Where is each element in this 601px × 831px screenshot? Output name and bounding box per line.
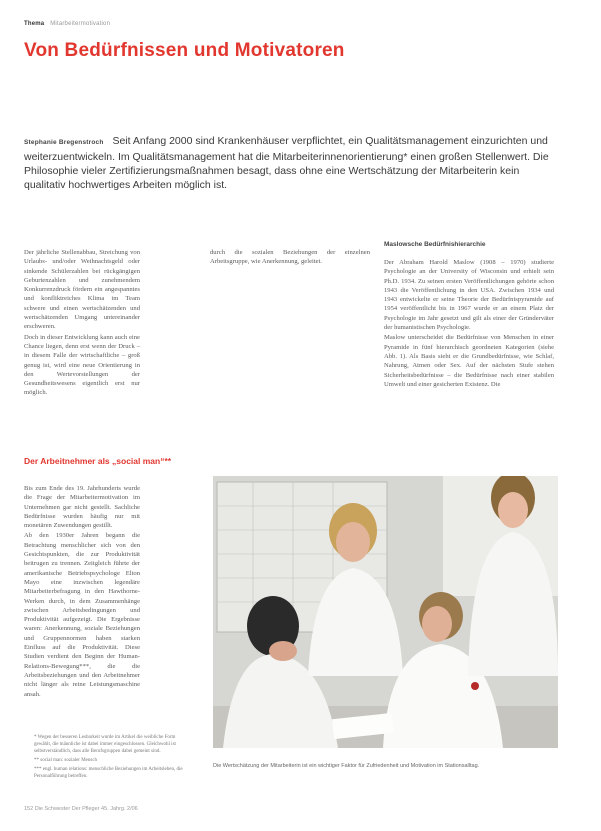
theme-label: Thema — [24, 21, 45, 27]
body-paragraph: Der Abraham Harold Maslow (1908 – 1970) studierte Psychologie an der University of Wisconsin und erhielt sein Ph.D. 1934. Zu seinen ersten Veröffentlichungen gehörte schon 1943 die Veröffentlichung in den USA. Zwischen 1934 und 1943 entwickelte er seine Theorie der Bedürfnispyramide auf 1954 veröffentlicht bis in 1967 wurde er an einem Platz der Psychologie im Jahr gesetzt und gilt als einer der Gründerväter der humanistischen Psychologie. — [384, 259, 554, 332]
body-paragraph: Ab den 1930er Jahren begann die Betrachtung menschlicher sich von den Gesichtspunkten, die zur Produktivität beitrugen zu trennen. Zeitgleich führte der amerikanische Betriebspsychologe Elton Mayo eine inzwischen legendäre Mitarbeiterbefragung in den Hawthorne-Werken durch, in dem Zusammenhänge zwischen Arbeitsbedingungen und Produktivität aufgezeigt. Die Ergebnisse waren: Anerkennung, soziale Beziehungen und Gruppennormen haben starken Einfluss auf die Produktivität. Diese Studien verdient den Beginn der Human-Relations-Bewegung***, die die Arbeitsbeziehungen und den Arbeitnehmer nicht länger als reine Leistungsmaschine ansah. — [24, 532, 140, 698]
body-paragraph: Bis zum Ende des 19. Jahrhunderts wurde die Frage der Mitarbeitermotivation im Unternehmen gar nicht gestellt. Sachliche Bedürfnisse wurden häufig nur mit monetären Zuwendungen gestillt. — [24, 485, 140, 530]
theme-line — [24, 21, 110, 27]
subhead-maslow: Maslowsche Bedürfnishierarchie — [384, 241, 486, 248]
footnotes — [34, 734, 184, 782]
footnote: ** social man: sozialer Mensch — [34, 758, 98, 763]
column-2 — [210, 248, 370, 268]
article-photo — [213, 476, 558, 748]
body-paragraph: Der jährliche Stellenabbau, Streichung von Urlaubs- und/oder Weihnachtsgeld oder sinkende Schülerzahlen bei rückgängigen Geburtenzahlen und zunehmendem Konkurrenzdruck fördern ein angespanntes und konfliktreiches Klima im Team schwere und einen wertschätzenden und wertschätzenden Umgang untereinander erschweren. — [24, 249, 140, 331]
lead-text: Seit Anfang 2000 sind Krankenhäuser verpflichtet, ein Qualitätsmanagement einzurichten und weiterzuentwickeln. Im Qualitätsmanagement hat die Mitarbeiterinnenorientierung* einen großen Stellenwert. Die Philosophie vieler Zertifizierungsmaßnahmen besagt, dass ohne eine Wertschätzung der Mitarbeiterin kein qualitativ hochwertiges Arbeiten möglich ist. — [24, 135, 549, 191]
theme-topic: Mitarbeitermotivation — [50, 21, 111, 27]
body-paragraph: Doch in dieser Entwicklung kann auch eine Chance liegen, denn erst wenn der Druck – in diesem Falle der wirtschaftliche – groß genug ist, wird eine neue Orientierung in den Wertevorstellungen der Gesundheitswesens eigentlich erst nur möglich. — [24, 333, 140, 397]
footnote: * Wegen der besseren Lesbarkeit wurde im Artikel die weibliche Form gewählt, die männliche ist dabei immer eingeschlossen. Gleichwohl ist selbstverständlich, dass alle Berufsgruppen dabei gemeint sind. — [34, 735, 176, 754]
lead-paragraph — [24, 134, 554, 192]
article-headline: Von Bedürfnissen und Motivatoren — [24, 40, 345, 61]
body-paragraph: Maslow unterscheidet die Bedürfnisse von Menschen in einer Pyramide in fünf hierarchisch geordneten Kategorien (siehe Abb. 1). Als Basis sieht er die Grundbedürfnisse, wie Schlaf, Nahrung, Atmen oder Sex. Auf der nächsten Stufe stehen Sicherheitsbedürfnisse – die Bedürfnisse nach einer stabilen Umwelt und einer gesicherten Existenz. Die — [384, 334, 554, 388]
photo-caption: Die Wertschätzung der Mitarbeiterin ist ein wichtiger Faktor für Zufriedenheit und Motivation im Stationsalltag. — [213, 763, 480, 769]
body-paragraph: durch die sozialen Beziehungen der einzelnen Arbeitsgruppe, wie Anerkennung, geleitet. — [210, 249, 370, 266]
column-1-top — [24, 248, 140, 399]
footnote: *** engl. human relations: menschliche Beziehungen im Arbeitsleben, die Personalführung betreffen. — [34, 767, 183, 779]
author-name: Stephanie Bregenstroch — [24, 139, 104, 146]
subhead-arbeitnehmer: Der Arbeitnehmer als „social man“** — [24, 456, 172, 466]
nurses-photo-illustration — [213, 476, 558, 748]
column-1-bottom — [24, 484, 140, 700]
page-folio: 152 Die Schwester Der Pfleger 45. Jahrg. 2/06 — [24, 806, 138, 812]
column-3 — [384, 258, 554, 390]
